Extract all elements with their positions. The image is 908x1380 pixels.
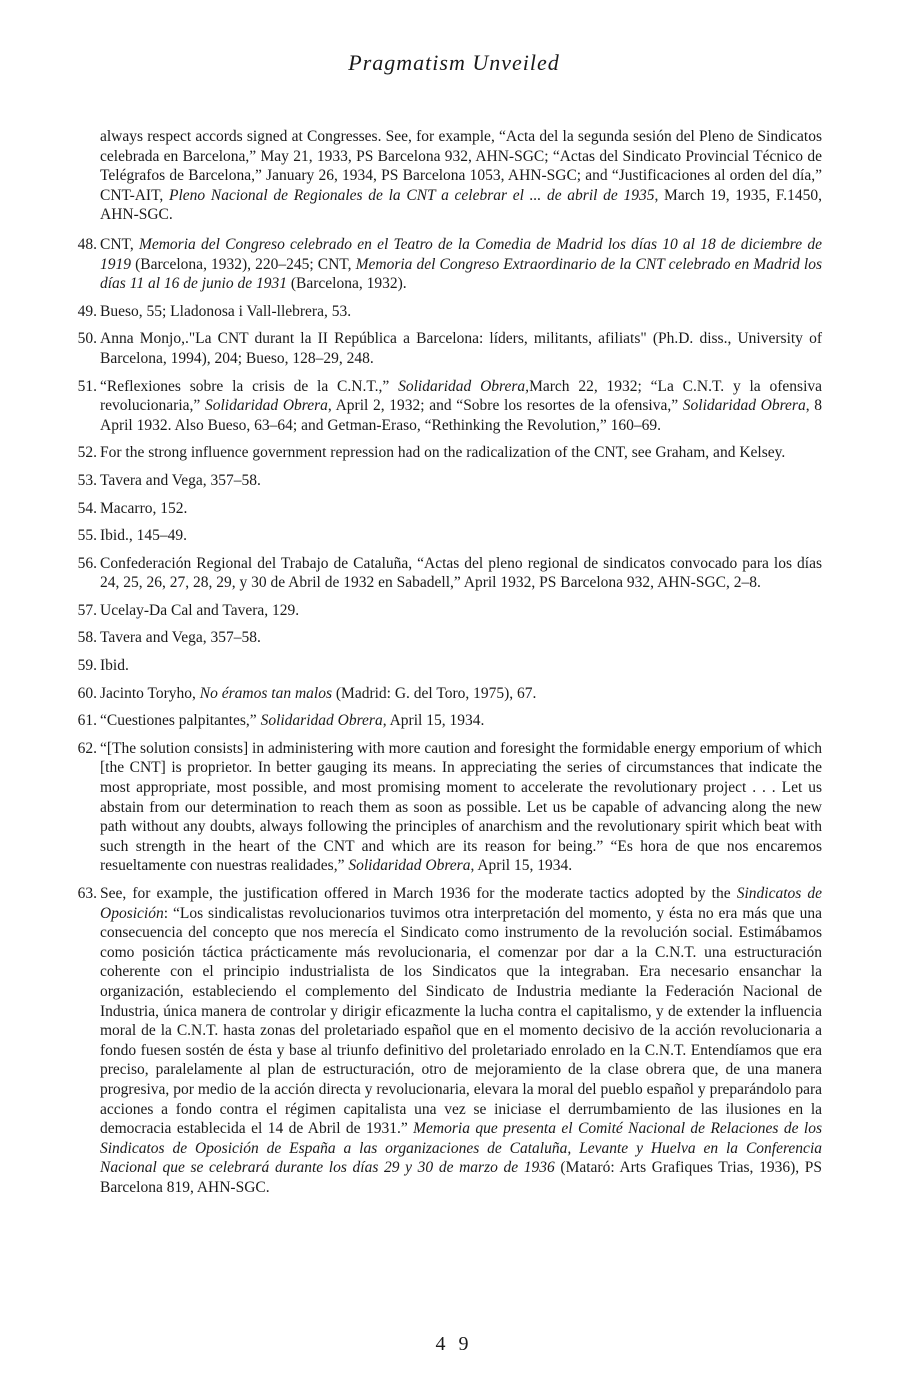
endnote-number: 57.	[77, 601, 97, 619]
endnote-number: 58.	[77, 629, 97, 647]
endnote-text	[100, 602, 299, 619]
endnote-number: 55.	[77, 527, 97, 545]
endnote-text	[100, 885, 822, 1196]
italic-title: Memoria del Congreso Extraordinario de la CNT celebrado en Madrid los días 11 al 16 de junio de 1931	[100, 255, 823, 293]
endnote-text	[100, 657, 129, 674]
endnote	[77, 526, 822, 546]
continued-note-text	[100, 128, 822, 223]
text-run: Tavera and Vega, 357–58.	[100, 629, 261, 647]
endnote-number: 49.	[77, 302, 97, 320]
text-run: Confederación Regional del Trabajo de Cataluña, “Actas del pleno regional de sindicatos convocado para los días 24, 25, 26, 27, 28, 29, y 30 de Abril de 1932 en Sabadell,” April 1932, PS Barcelona 932, AHN-SGC, 2–8.	[100, 554, 822, 592]
endnote	[77, 443, 822, 463]
italic-title: Solidaridad Obrera,	[398, 377, 530, 395]
endnote	[77, 656, 822, 676]
endnote-number: 62.	[77, 739, 97, 757]
endnote	[77, 471, 822, 491]
italic-title: Solidaridad Obrera	[260, 712, 383, 730]
endnote-number: 52.	[77, 444, 97, 462]
endnote-number: 54.	[77, 499, 97, 517]
text-run: always respect accords signed at Congresses. See, for example, “Acta del la segunda sesión del Pleno de Sindicatos celebrada en Barcelona,” May 21, 1933, PS Barcelona 932, AHN-SGC; “Actas del Sindicato Provincial Técnico de Telégrafos de Barcelona,” January 26, 1934, PS Barcelona 1053, AHN-SGC; and “Justificaciones al orden del día,” CNT-AIT,	[100, 128, 822, 204]
text-run: Jacinto Toryho,	[100, 684, 200, 702]
text-run: , April 2, 1932; and “Sobre los resortes de la ofensiva,”	[327, 397, 683, 415]
endnote-text	[100, 330, 822, 367]
italic-title: Sindicatos de Oposición	[100, 885, 822, 922]
endnote	[77, 302, 822, 322]
text-run: , April 15, 1934.	[382, 712, 485, 730]
endnote-number: 56.	[77, 554, 97, 572]
endnote	[77, 884, 822, 1198]
text-run: See, for example, the justification offered in March 1936 for the moderate tactics adopted by the	[100, 885, 737, 902]
endnote-number: 50.	[77, 330, 97, 348]
text-run: “Cuestiones palpitantes,”	[100, 712, 261, 730]
endnote-number: 60.	[77, 684, 97, 702]
endnote-text	[100, 236, 822, 292]
endnote-text	[100, 555, 822, 592]
endnote	[77, 235, 823, 294]
text-run: (Barcelona, 1932).	[287, 275, 407, 293]
text-run: March 22, 1932; “La C.N.T. y la ofensiva revolucionaria,”	[100, 377, 823, 415]
italic-title: Pleno Nacional de Regionales de la CNT a celebrar el ... de abril de 1935	[169, 186, 655, 204]
text-run: “[The solution consists] in administering with more caution and foresight the formidable energy emporium of which [the CNT] is proprietor. In better gauging its means. In appreciating the series of circumstances that indicate the most appropriate, most possible, and most promising moment to accelerate the revolutionary project . . . Let us abstain from our determination to reach them as soon as possible. Let us be capable of advancing along the new path without any doubts, always following the principles of anarchism and the revolutionary spirit which beat with such strength in the heart of the CNT and which are its reason for being.” “Es hora de que nos encaremos resueltamente con nuestras realidades,”	[100, 739, 822, 875]
endnote	[77, 684, 822, 704]
text-run: Macarro, 152.	[100, 499, 188, 517]
endnote	[77, 628, 822, 648]
endnote-number: 59.	[77, 657, 97, 675]
text-run: “Reflexiones sobre la crisis de la C.N.T.,”	[100, 377, 399, 395]
text-run: (Madrid: G. del Toro, 1975), 67.	[332, 684, 537, 702]
endnote	[77, 499, 822, 519]
endnote	[77, 329, 822, 368]
text-run: , 8 April 1932. Also Bueso, 63–64; and Getman-Eraso, “Rethinking the Revolution,” 160–69.	[100, 397, 823, 434]
text-run: Ibid.	[100, 657, 129, 675]
endnote-number: 63.	[77, 885, 97, 902]
endnote	[77, 377, 823, 436]
endnote	[77, 711, 822, 731]
page-number: 4 9	[435, 1333, 473, 1355]
endnote-text	[100, 712, 484, 729]
running-head: Pragmatism Unveiled	[348, 50, 560, 75]
endnotes	[77, 127, 823, 1206]
text-run: Tavera and Vega, 357–58.	[100, 471, 261, 489]
endnote-text	[100, 500, 187, 517]
italic-title: Solidaridad Obrera	[204, 397, 328, 415]
endnote	[77, 554, 822, 593]
text-run: Anna Monjo,."La CNT durant la II República a Barcelona: líders, militants, afiliats" (Ph.D. diss., University of Barcelona, 1994), 204; Bueso, 128–29, 248.	[100, 330, 822, 367]
endnote-text	[100, 303, 351, 320]
text-run: : “Los sindicalistas revolucionarios tuvimos otra interpretación del momento, y ésta no era más que una consecuencia del concepto que nos merecía el Sindicato como instrumento de la revolución social. Estimábamos como posición táctica prácticamente más revolucionaria, el comenzar por dar a la C.N.T. una estructuración coherente con el principio industrialista de los Sindicatos que la integraban. Era necesario ensanchar la organización, estableciendo el complemento del Sindicato de Industria mediante la Federación Nacional de Industria, única manera de controlar y dirigir eficazmente la lucha contra el capitalismo, y de extender la influencia moral de la C.N.T. hasta zonas del proletariado español que en el momento decisivo de la acción revolucionaria a fondo fuesen sostén de ésta y base al triunfo definitivo del proletariado enrolado en la C.N.T. Entendíamos que era preciso, paralelamente al plan de estructuración, otro de mejoramiento de la clase obrera que, de una manera progresiva, por medio de la acción directa y revolucionaria, elevara la moral del pueblo español y preparándolo para acciones a fondo contra el régimen capitalista una vez se iniciase el derrumbamiento de las ilusiones en la democracia establecida el 14 de Abril de 1931.”	[100, 904, 822, 1138]
endnote	[77, 601, 822, 621]
italic-title: Memoria que presenta el Comité Nacional de Relaciones de los Sindicatos de Oposición de España a las organizaciones de Cataluña, Levante y Huelva en la Conferencia Nacional que se celebrará durante los días 29 y 30 de marzo de 1936	[100, 1120, 822, 1177]
endnote-text	[100, 444, 785, 461]
endnote-number: 61.	[77, 712, 97, 730]
italic-title: No éramos tan malos	[199, 684, 332, 702]
text-run: CNT,	[100, 235, 139, 253]
continued-note	[100, 127, 822, 225]
italic-title: Memoria del Congreso celebrado en el Teatro de la Comedia de Madrid los días 10 al 18 de diciembre de 1919	[100, 235, 822, 273]
endnote-text	[100, 527, 187, 544]
note-list	[77, 235, 823, 1198]
endnote-text	[100, 378, 822, 434]
endnote-number: 51.	[77, 377, 97, 395]
endnote-number: 53.	[77, 471, 97, 489]
endnote	[77, 739, 822, 876]
endnote-number: 48.	[77, 235, 97, 253]
text-run: Bueso, 55; Lladonosa i Vall-llebrera, 53.	[100, 302, 352, 320]
endnote-text	[100, 629, 261, 646]
text-run: , March 19, 1935, F.1450, AHN-SGC.	[100, 186, 822, 224]
text-run: (Barcelona, 1932), 220–245; CNT,	[131, 255, 356, 273]
text-run: For the strong influence government repression had on the radicalization of the CNT, see Graham, and Kelsey.	[100, 444, 786, 462]
text-run: (Mataró: Arts Grafiques Trias, 1936), PS Barcelona 819, AHN-SGC.	[100, 1159, 822, 1196]
endnote-text	[100, 685, 536, 702]
endnote-text	[100, 472, 261, 489]
text-run: Ucelay-Da Cal and Tavera, 129.	[100, 601, 300, 619]
text-run: , April 15, 1934.	[470, 857, 573, 875]
italic-title: Solidaridad Obrera	[682, 397, 806, 415]
endnote-text	[100, 740, 822, 875]
text-run: Ibid., 145–49.	[100, 527, 187, 545]
italic-title: Solidaridad Obrera	[348, 857, 471, 875]
